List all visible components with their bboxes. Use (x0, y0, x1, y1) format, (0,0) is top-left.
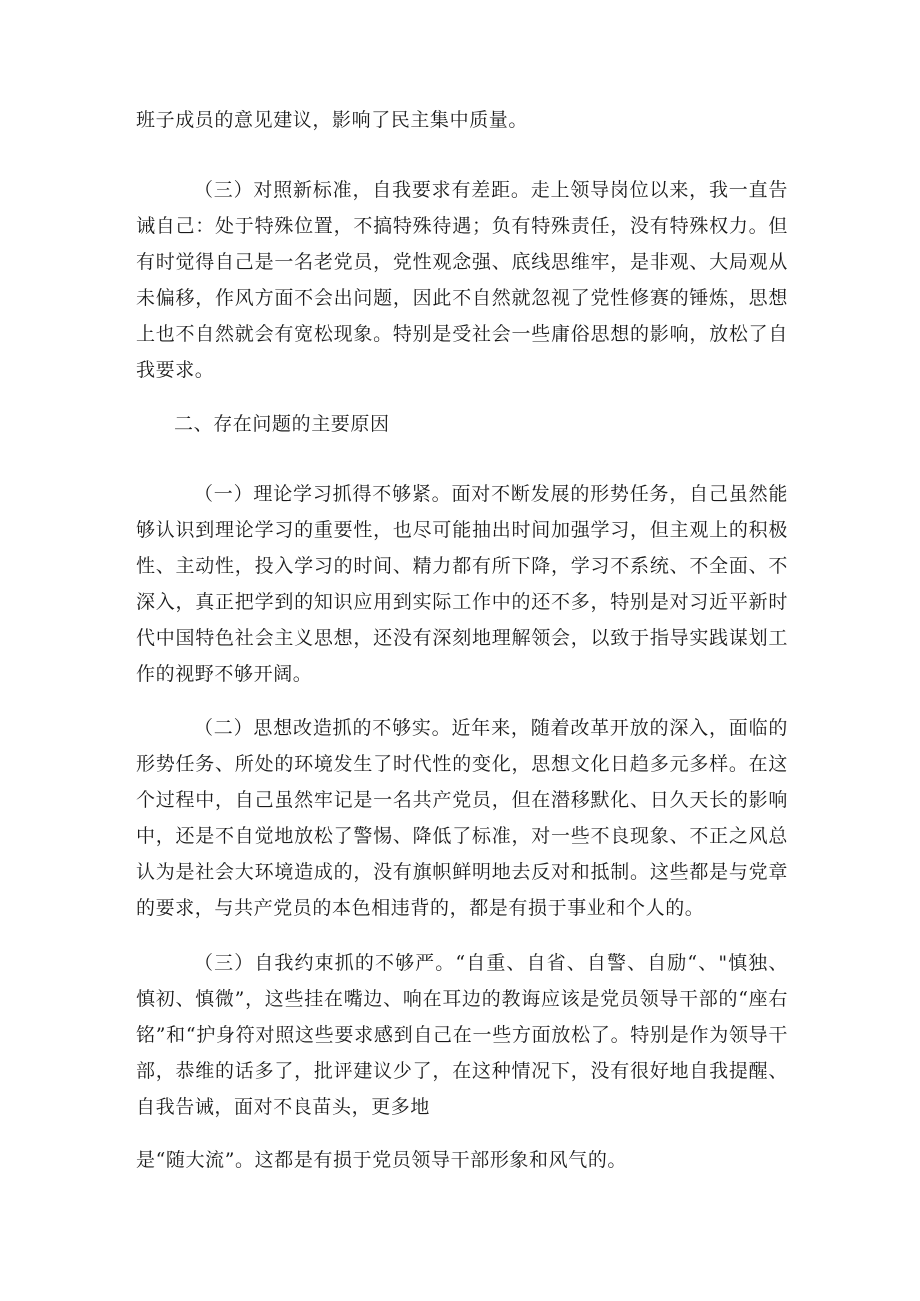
paragraph-cause-3-self-discipline: （三）自我约束抓的不够严。“自重、自省、自警、自励“、"慎独、慎初、慎微”，这些挂在嘴边、响在耳边的教诲应该是党员领导干部的“座右铭”和“护身符对照这些要求感到自己在一些方面放松了。特别是作为领导干部，恭维的话多了，批评建议少了，在这种情况下，没有很好地自我提醒、自我告诫，面对不良苗头，更多地 (136, 952, 788, 1118)
paragraph-section-3-self-requirement: （三）对照新标准，自我要求有差距。走上领导岗位以来，我一直告诫自己：处于特殊位置，不搞特殊待遇；负有特殊责任，没有特殊权力。但有时觉得自己是一名老党员，党性观念强、底线思维牢，是非观、大局观从未偏移，作风方面不会出问题，因此不自然就忽视了党性修赛的锤炼，思想上也不自然就会有宽松现象。特别是受社会一些庸俗思想的影响，放松了自我要求。 (136, 179, 788, 381)
section-heading-main-causes: 二、存在问题的主要原因 (174, 413, 390, 435)
paragraph-cause-1-theory-study: （一）理论学习抓得不够紧。面对不断发展的形势任务，自己虽然能够认识到理论学习的重要性，也尽可能抽出时间加强学习，但主观上的积极性、主动性，投入学习的时间、精力都有所下降，学习不系统、不全面、不深入，真正把学到的知识应用到实际工作中的还不多，特别是对习近平新时代中国特色社会主义思想，还没有深刻地理解领会，以致于指导实践谋划工作的视野不够开阔。 (136, 483, 788, 685)
paragraph-cause-2-ideological-reform: （二）思想改造抓的不够实。近年来，随着改革开放的深入，面临的形势任务、所处的环境发生了时代性的变化，思想文化日趋多元多样。在这个过程中，自己虽然牢记是一名共产党员，但在潜移默化、日久天长的影响中，还是不自觉地放松了警惕、降低了标准，对一些不良现象、不正之风总认为是社会大环境造成的，没有旗帜鲜明地去反对和抵制。这些都是与党章的要求，与共产党员的本色相违背的，都是有损于事业和个人的。 (136, 717, 788, 919)
paragraph-continuation: 班子成员的意见建议，影响了民主集中质量。 (136, 109, 529, 131)
paragraph-final-line: 是“随大流”。这都是有损于党员领导干部形象和风气的。 (136, 1149, 628, 1171)
